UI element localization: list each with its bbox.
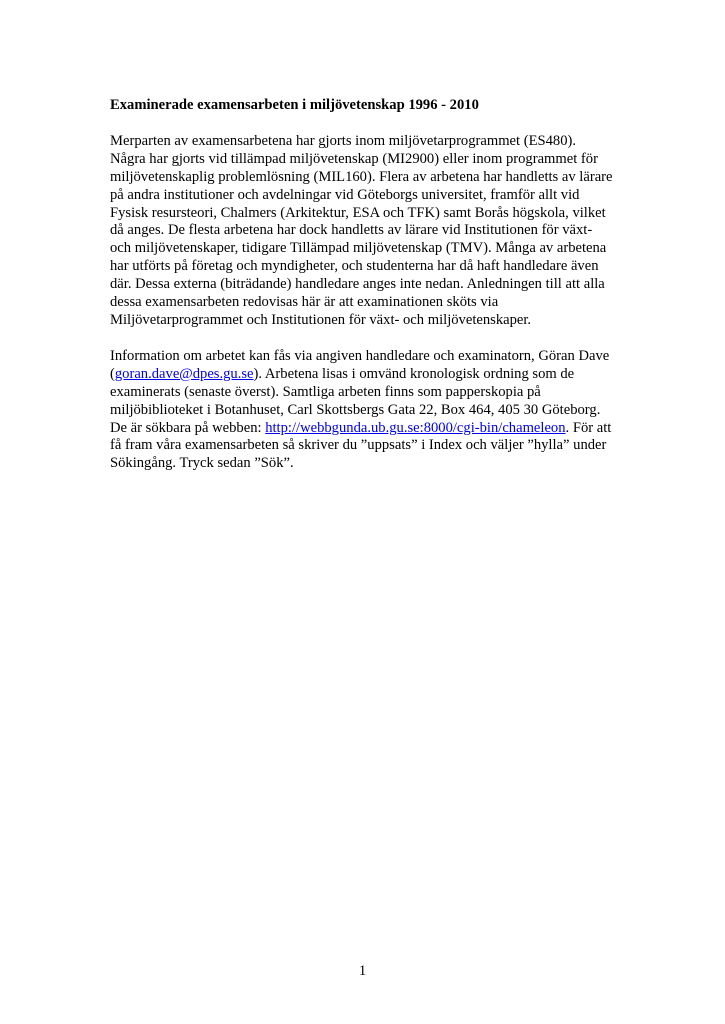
web-link[interactable]: http://webbgunda.ub.gu.se:8000/cgi-bin/chameleon xyxy=(265,419,566,436)
document-title: Examinerade examensarbeten i miljövetenskap 1996 - 2010 xyxy=(110,97,479,113)
email-link[interactable]: goran.dave@dpes.gu.se xyxy=(114,365,254,382)
intro-paragraph xyxy=(110,133,630,330)
paragraph-line: miljöbiblioteket i Botanhuset, Carl Skottsbergs Gata 22, Box 464, 405 30 Göteborg. xyxy=(110,401,601,418)
paragraph-line: där. Dessa externa (biträdande) handledare anges inte nedan. Anledningen till att alla xyxy=(110,276,605,293)
paragraph-line: Merparten av examensarbetena har gjorts inom miljövetarprogrammet (ES480). xyxy=(110,132,577,149)
page-number: 1 xyxy=(358,963,367,979)
text-fragment: . För att xyxy=(565,419,612,436)
info-paragraph xyxy=(110,348,630,473)
paragraph-line: då anges. De flesta arbetena har dock handletts av lärare vid Institutionen för växt- xyxy=(110,222,593,239)
paragraph-line: examinerats (senaste överst). Samtliga arbeten finns som papperskopia på xyxy=(110,383,541,400)
paragraph-line: Fysisk resursteori, Chalmers (Arkitektur, ESA och TFK) samt Borås högskola, vilket xyxy=(110,204,606,221)
text-fragment: ( xyxy=(110,365,115,382)
paragraph-line xyxy=(110,420,630,438)
paragraph-line: Miljövetarprogrammet och Institutionen för växt- och miljövetenskaper. xyxy=(110,311,532,328)
paragraph-line: miljövetenskaplig problemlösning (MIL160). Flera av arbetena har handletts av lärare xyxy=(110,168,613,185)
paragraph-line: Sökingång. Tryck sedan ”Sök”. xyxy=(110,455,294,472)
text-fragment: De är sökbara på webben: xyxy=(110,419,266,436)
paragraph-line: har utförts på företag och myndigheter, och studenterna har då haft handledare även xyxy=(110,258,599,275)
paragraph-line: få fram våra examensarbeten så skriver du ”uppsats” i Index och väljer ”hylla” under xyxy=(110,437,607,454)
paragraph-line: Information om arbetet kan fås via angiven handledare och examinatorn, Göran Dave xyxy=(110,347,610,364)
text-fragment: ). Arbetena lisas i omvänd kronologisk ordning som de xyxy=(253,365,575,382)
paragraph-line xyxy=(110,366,630,384)
paragraph-line: och miljövetenskaper, tidigare Tillämpad miljövetenskap (TMV). Många av arbetena xyxy=(110,240,607,257)
document-body xyxy=(110,97,630,491)
paragraph-line: på andra institutioner och avdelningar vid Göteborgs universitet, framför allt vid xyxy=(110,186,580,203)
paragraph-line: Några har gjorts vid tillämpad miljövetenskap (MI2900) eller inom programmet för xyxy=(110,150,598,167)
paragraph-line: dessa examensarbeten redovisas här är att examinationen sköts via xyxy=(110,294,499,311)
